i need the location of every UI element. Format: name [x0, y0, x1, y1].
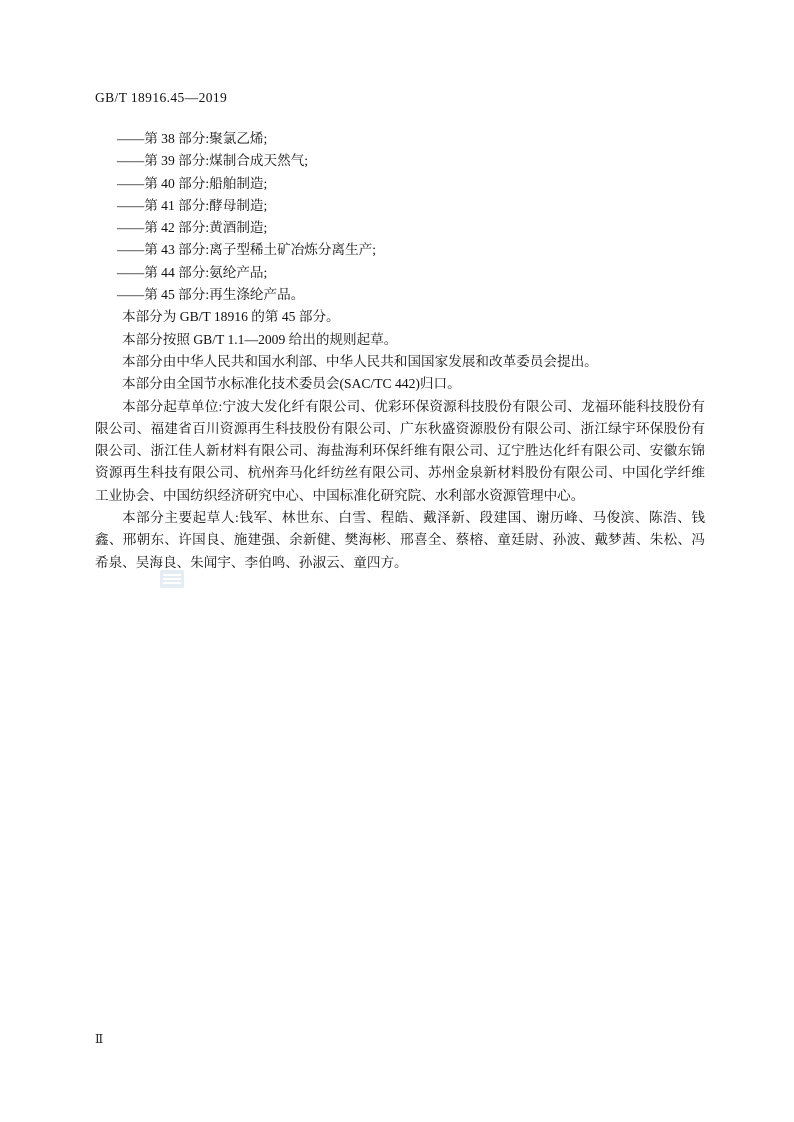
page-number: Ⅱ — [95, 1032, 104, 1046]
page-header-standard-code: GB/T 18916.45—2019 — [95, 90, 228, 105]
list-item: ——第 44 部分:氨纶产品; — [117, 264, 268, 280]
paragraph-drafting-units: 本部分起草单位:宁波大发化纤有限公司、优彩环保资源科技股份有限公司、龙福环能科技股份有限公司、福建省百川资源再生科技股份有限公司、广东秋盛资源股份有限公司、浙江绿宇环保股份有限公司、浙江佳人新材料有限公司、海盐海利环保纤维有限公司、辽宁胜达化纤有限公司、安徽东锦资源再生科技有限公司、杭州奔马化纤纺丝有限公司、苏州金泉新材料股份有限公司、中国化学纤维工业协会、中国纺织经济研究中心、中国标准化研究院、水利部水资源管理中心。 — [95, 398, 705, 503]
paragraph-part-number: 本部分为 GB/T 18916 的第 45 部分。 — [122, 309, 340, 325]
page-content — [95, 128, 705, 574]
list-item: ——第 41 部分:酵母制造; — [117, 197, 268, 213]
paragraph-drafting-rules: 本部分按照 GB/T 1.1—2009 给出的规则起草。 — [122, 331, 398, 347]
paragraph-proposed-by: 本部分由中华人民共和国水利部、中华人民共和国国家发展和改革委员会提出。 — [122, 353, 598, 369]
list-item: ——第 43 部分:离子型稀土矿冶炼分离生产; — [117, 242, 377, 258]
list-item: ——第 39 部分:煤制合成天然气; — [117, 153, 309, 169]
list-item: ——第 45 部分:再生涤纶产品。 — [117, 287, 305, 303]
list-item: ——第 40 部分:船舶制造; — [117, 175, 268, 191]
list-item: ——第 38 部分:聚氯乙烯; — [117, 131, 268, 146]
paragraph-drafters: 本部分主要起草人:钱军、林世东、白雪、程皓、戴泽新、段建国、谢历峰、马俊滨、陈浩、钱鑫、邢朝东、许国良、施建强、余新健、樊海彬、邢喜全、蔡榕、童廷尉、孙波、戴梦茜、朱松、冯希泉、吴海良、朱闻宇、李伯鸣、孙淑云、童四方。 — [95, 510, 705, 570]
paragraph-under-jurisdiction-of: 本部分由全国节水标准化技术委员会(SAC/TC 442)归口。 — [122, 376, 461, 392]
list-item: ——第 42 部分:黄酒制造; — [117, 220, 268, 236]
watermark-icon — [160, 570, 184, 588]
